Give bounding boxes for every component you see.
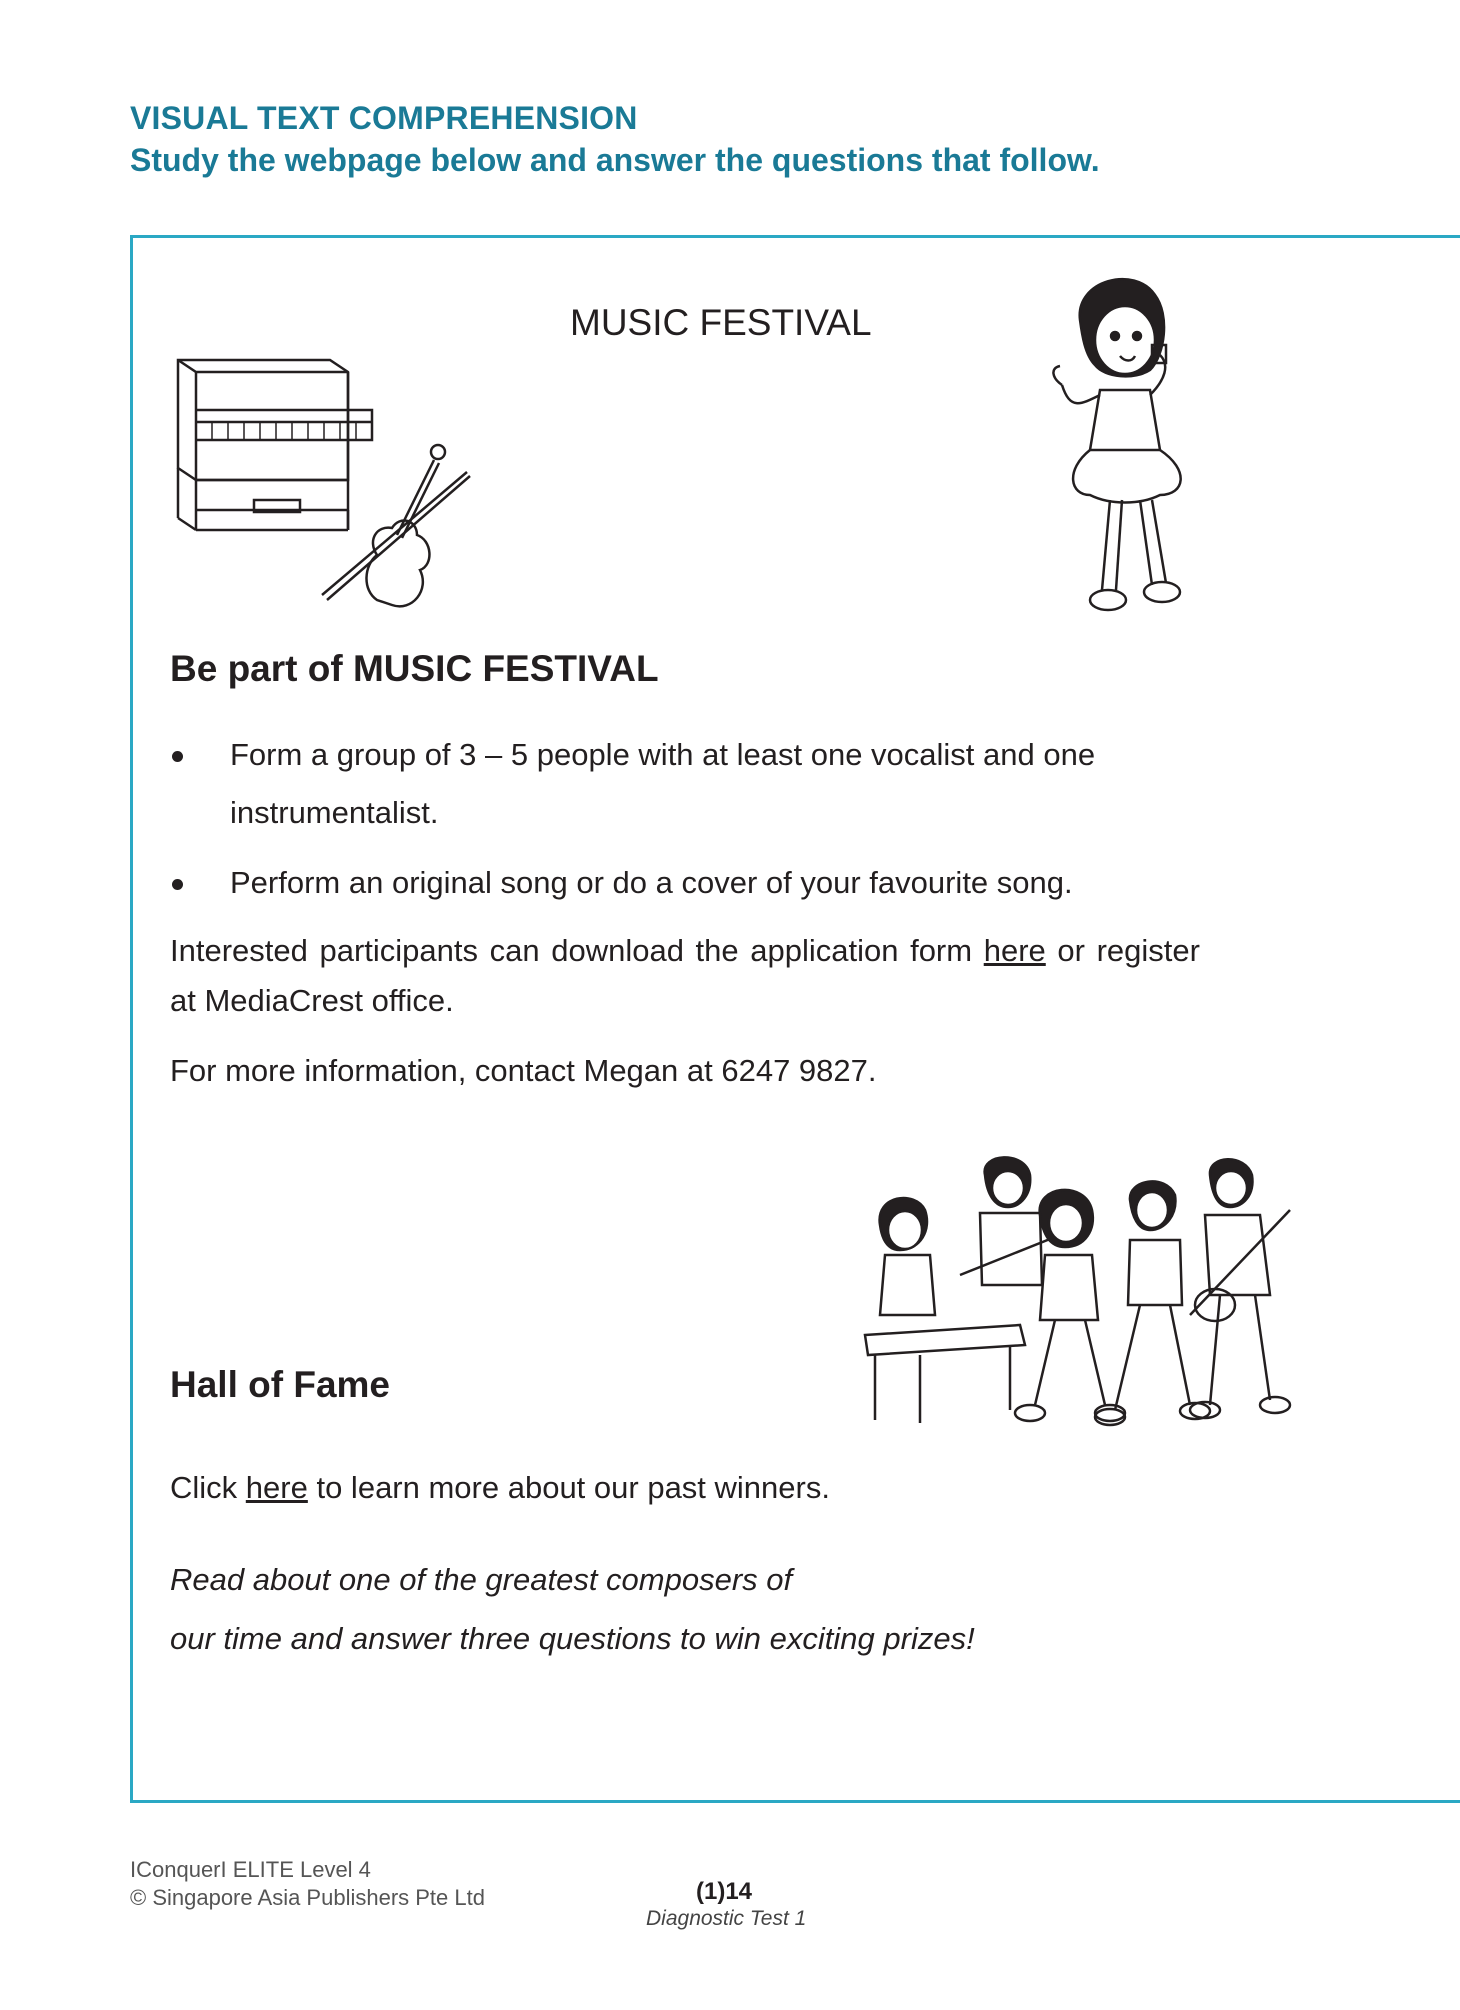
section-header-line2: Study the webpage below and answer the questions that follow. xyxy=(130,142,1100,178)
piano-violin-illustration xyxy=(172,350,477,615)
download-paragraph-line1 xyxy=(170,926,1200,976)
footer-book-title: IConquerI ELITE Level 4 xyxy=(130,1857,371,1882)
test-name: Diagnostic Test 1 xyxy=(646,1907,807,1930)
singer-girl-illustration xyxy=(1040,270,1230,625)
bullet-item-2: Perform an original song or do a cover of your favourite song. xyxy=(230,865,1073,900)
bullet-dot xyxy=(172,879,183,890)
application-form-link[interactable]: here xyxy=(983,933,1046,968)
download-paragraph-line2: at MediaCrest office. xyxy=(170,983,454,1018)
bullet-dot xyxy=(172,751,183,762)
section-heading-be-part: Be part of MUSIC FESTIVAL xyxy=(170,648,659,689)
band-illustration xyxy=(860,1155,1300,1440)
section-header-line1: VISUAL TEXT COMPREHENSION xyxy=(130,100,638,136)
click-text-pre: Click xyxy=(170,1470,238,1505)
past-winners-link[interactable]: here xyxy=(245,1470,308,1505)
download-text-pre: Interested participants can download the application form xyxy=(170,933,973,968)
bullet-item-1-line2: instrumentalist. xyxy=(230,795,439,830)
click-text-post: to learn more about our past winners. xyxy=(316,1470,830,1505)
footer-left xyxy=(130,1856,485,1912)
page-number: (1)14 xyxy=(696,1878,753,1905)
contact-info: For more information, contact Megan at 6247 9827. xyxy=(170,1053,877,1088)
promo-line1: Read about one of the greatest composers of xyxy=(170,1562,793,1597)
page-title: MUSIC FESTIVAL xyxy=(570,302,872,343)
download-text-post: or register xyxy=(1057,933,1200,968)
bullet-item-1-line1: Form a group of 3 – 5 people with at least one vocalist and one xyxy=(230,737,1096,772)
section-heading-hall-of-fame: Hall of Fame xyxy=(170,1364,390,1405)
past-winners-text xyxy=(170,1463,830,1513)
footer-copyright: © Singapore Asia Publishers Pte Ltd xyxy=(130,1885,485,1910)
promo-line2: our time and answer three questions to win exciting prizes! xyxy=(170,1621,975,1656)
